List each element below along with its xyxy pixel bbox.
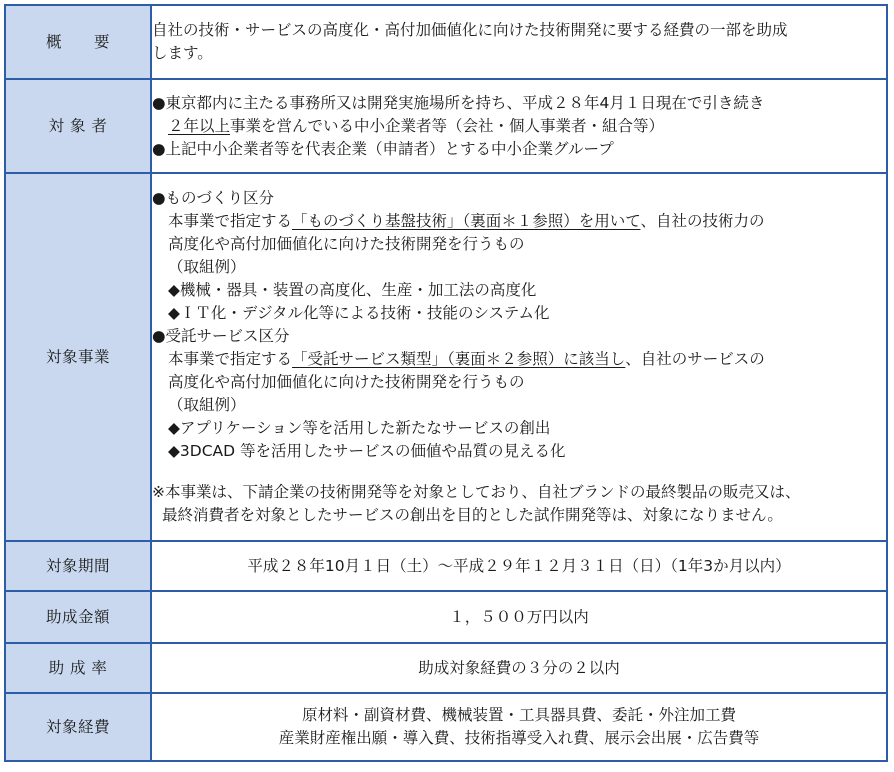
label-overview: 概 要 bbox=[5, 5, 151, 79]
overview-line-1: 自社の技術・サービスの高度化・高付加価値化に向けた技術開発に要する経費の一部を助成 bbox=[152, 21, 788, 39]
row-period bbox=[5, 541, 887, 591]
note-line-1: ※本事業は、下請企業の技術開発等を対象としており、自社ブランドの最終製品の販売又は、 bbox=[152, 483, 801, 501]
expenses-line-2: 産業財産権出願・導入費、技術指導受入れ費、展示会出展・広告費等 bbox=[278, 729, 760, 747]
eligible-line-2-rest: 事業を営んでいる中小企業者等（会社・個人事業者・組合等） bbox=[230, 116, 665, 135]
svc-example-1: ◆アプリケーション等を活用した新たなサービスの創出 bbox=[168, 419, 551, 437]
spacer bbox=[152, 463, 886, 481]
mono-example-1: ◆機械・器具・装置の高度化、生産・加工法の高度化 bbox=[168, 281, 537, 299]
value-period: 平成２８年10月１日（土）～平成２９年１２月３１日（日）（1年3か月以内） bbox=[151, 541, 887, 591]
overview-line-2: します。 bbox=[152, 44, 213, 62]
mono-line-1 bbox=[152, 210, 886, 233]
eligible-line-3: ●上記中小企業者等を代表企業（申請者）とする中小企業グループ bbox=[152, 139, 614, 158]
mono-line-1-post: 、自社の技術力の bbox=[640, 212, 765, 230]
eligible-line-1: ●東京都内に主たる事務所又は開発実施場所を持ち、平成２８年4月１日現在で引き続き bbox=[152, 93, 765, 112]
subsidy-outline-document bbox=[4, 4, 888, 766]
outline-table bbox=[4, 4, 888, 762]
mono-line-1-pre: 本事業で指定する bbox=[168, 212, 293, 230]
row-eligible bbox=[5, 79, 887, 173]
content-expenses bbox=[151, 693, 887, 761]
mono-line-2: 高度化や高付加価値化に向けた技術開発を行うもの bbox=[168, 235, 525, 253]
svc-line-2: 高度化や高付加価値化に向けた技術開発を行うもの bbox=[168, 373, 525, 391]
content-eligible bbox=[151, 79, 887, 173]
label-rate: 助 成 率 bbox=[5, 643, 151, 693]
svc-example-2: ◆3DCAD 等を活用したサービスの価値や品質の見える化 bbox=[168, 442, 566, 460]
content-projects bbox=[151, 173, 887, 541]
svc-heading: ●受託サービス区分 bbox=[152, 327, 290, 345]
label-expenses: 対象経費 bbox=[5, 693, 151, 761]
mono-heading: ●ものづくり区分 bbox=[152, 189, 275, 207]
note-line-2: 最終消費者を対象としたサービスの創出を目的とした試作開発等は、対象になりません。 bbox=[162, 506, 783, 524]
eligible-years-underlined: ２年以上 bbox=[168, 116, 231, 135]
svc-line-1-underlined: 「受託サービス類型」（裏面＊２参照）に該当し bbox=[292, 350, 626, 368]
content-overview bbox=[151, 5, 887, 79]
row-overview bbox=[5, 5, 887, 79]
mono-example-heading: （取組例） bbox=[168, 258, 246, 276]
value-rate: 助成対象経費の３分の２以内 bbox=[151, 643, 887, 693]
row-rate bbox=[5, 643, 887, 693]
row-projects bbox=[5, 173, 887, 541]
svc-line-1 bbox=[152, 348, 886, 371]
label-period: 対象期間 bbox=[5, 541, 151, 591]
expenses-line-1: 原材料・副資材費、機械装置・工具器具費、委託・外注加工費 bbox=[301, 706, 736, 724]
svc-line-1-post: 、自社のサービスの bbox=[625, 350, 765, 368]
mono-example-2: ◆ＩＴ化・デジタル化等による技術・技能のシステム化 bbox=[168, 304, 550, 322]
row-expenses bbox=[5, 693, 887, 761]
svc-line-1-pre: 本事業で指定する bbox=[168, 350, 293, 368]
label-amount: 助成金額 bbox=[5, 591, 151, 643]
svc-example-heading: （取組例） bbox=[168, 396, 246, 414]
eligible-line-2 bbox=[152, 115, 886, 138]
value-amount: １，５００万円以内 bbox=[151, 591, 887, 643]
label-projects: 対象事業 bbox=[5, 173, 151, 541]
label-eligible: 対 象 者 bbox=[5, 79, 151, 173]
row-amount bbox=[5, 591, 887, 643]
mono-line-1-underlined: 「ものづくり基盤技術」（裏面＊１参照）を用いて bbox=[292, 212, 641, 230]
